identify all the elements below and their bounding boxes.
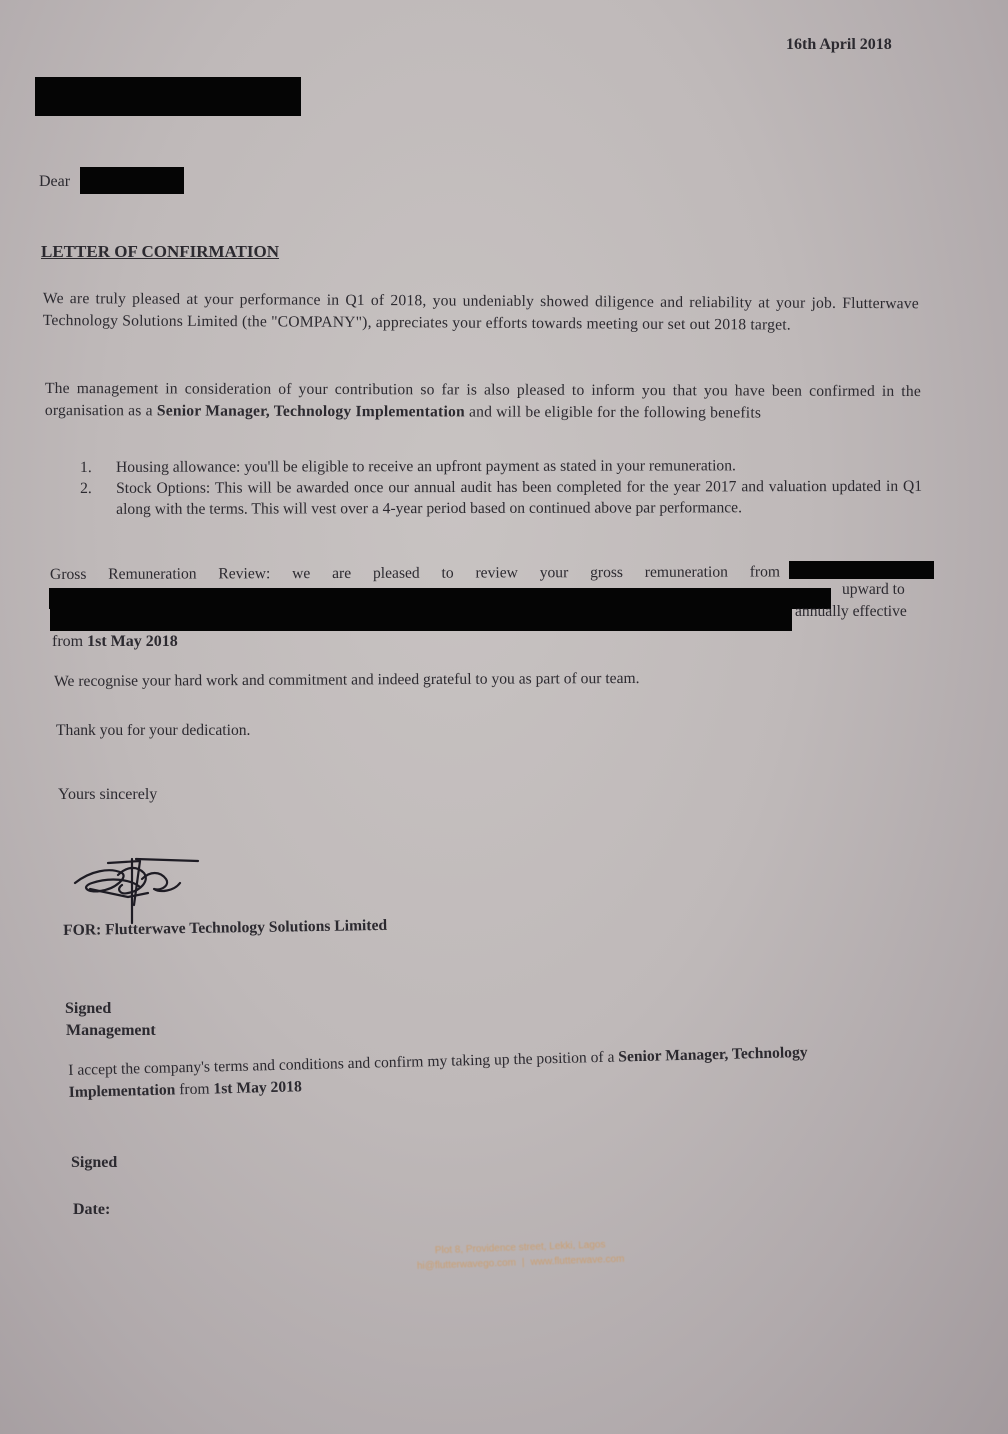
letter-date: 16th April 2018 — [786, 36, 892, 53]
date-label: Date: — [73, 1201, 111, 1218]
benefit-item — [80, 455, 922, 478]
footer-email: hi@flutterwavego.com — [416, 1257, 517, 1272]
role-title: Senior Manager, Technology Implementation — [156, 402, 465, 421]
signature-image — [70, 853, 200, 928]
redacted-salary-details — [49, 588, 831, 609]
employee-signed-label: Signed — [71, 1154, 118, 1171]
signed-label: Signed — [65, 1000, 112, 1017]
redacted-current-salary — [789, 561, 934, 579]
effective-date-line — [52, 633, 178, 651]
footer-separator: | — [521, 1257, 525, 1269]
confirmation-paragraph — [45, 378, 921, 425]
management-label: Management — [66, 1022, 156, 1039]
gross-remuneration-text: Gross Remuneration Review: we are pleased to review your gross remuneration from — [50, 563, 781, 583]
benefit-text: Stock Options: This will be awarded once our annual audit has been completed for the year 2017 and valuation updated in Q1 along with the terms. This will vest over a 4-year period based on continued above par performance. — [116, 477, 923, 518]
acceptance-statement — [68, 1040, 889, 1104]
acceptance-from: from — [175, 1080, 214, 1099]
confirmation-text-start: The management in consideration of your contribution so far is also pleased to inform you that you have been confirmed in the organisation as a — [44, 380, 921, 420]
letterhead-footer — [330, 1234, 711, 1277]
performance-paragraph: We are truly pleased at your performance in Q1 of 2018, you undeniably showed diligence and reliability at your job. Flutterwave Technology Solutions Limited (the "COMPANY"), appreciates your efforts towards meeting our set out 2018 target. — [42, 289, 919, 334]
redacted-salutation-name — [80, 167, 184, 194]
footer-website: www.flutterwave.com — [530, 1253, 625, 1269]
redacted-new-salary — [50, 609, 792, 631]
benefit-item — [80, 476, 922, 520]
company-signatory: FOR: Flutterwave Technology Solutions Limited — [63, 916, 388, 939]
thanks-text: Thank you for your dedication. — [56, 722, 251, 739]
benefit-text: Housing allowance: you'll be eligible to receive an upfront payment as stated in your remuneration. — [116, 457, 736, 476]
closing-text: Yours sincerely — [58, 786, 158, 803]
redacted-recipient-name — [35, 77, 301, 116]
acceptance-role: Senior Manager, Technology Implementation — [68, 1043, 808, 1101]
footer-address: Plot 8, Providence street, Lekki, Lagos — [434, 1239, 606, 1257]
from-label: from — [52, 633, 84, 650]
gross-annually-text: annually effective — [795, 603, 907, 620]
salutation: Dear — [39, 173, 71, 190]
benefits-list — [80, 455, 922, 520]
recognition-text: We recognise your hard work and commitment and indeed grateful to you as part of our team. — [54, 669, 640, 690]
acceptance-date: 1st May 2018 — [213, 1078, 302, 1098]
acceptance-text-start: I accept the company's terms and conditions and confirm my taking up the position of a — [68, 1048, 619, 1079]
letter-heading: LETTER OF CONFIRMATION — [41, 242, 280, 261]
benefit-number: 2. — [80, 479, 92, 497]
benefit-number: 1. — [80, 458, 92, 476]
effective-date: 1st May 2018 — [87, 633, 178, 650]
confirmation-text-end: and will be eligible for the following benefits — [464, 403, 762, 422]
gross-upward-text: upward to — [842, 581, 905, 598]
